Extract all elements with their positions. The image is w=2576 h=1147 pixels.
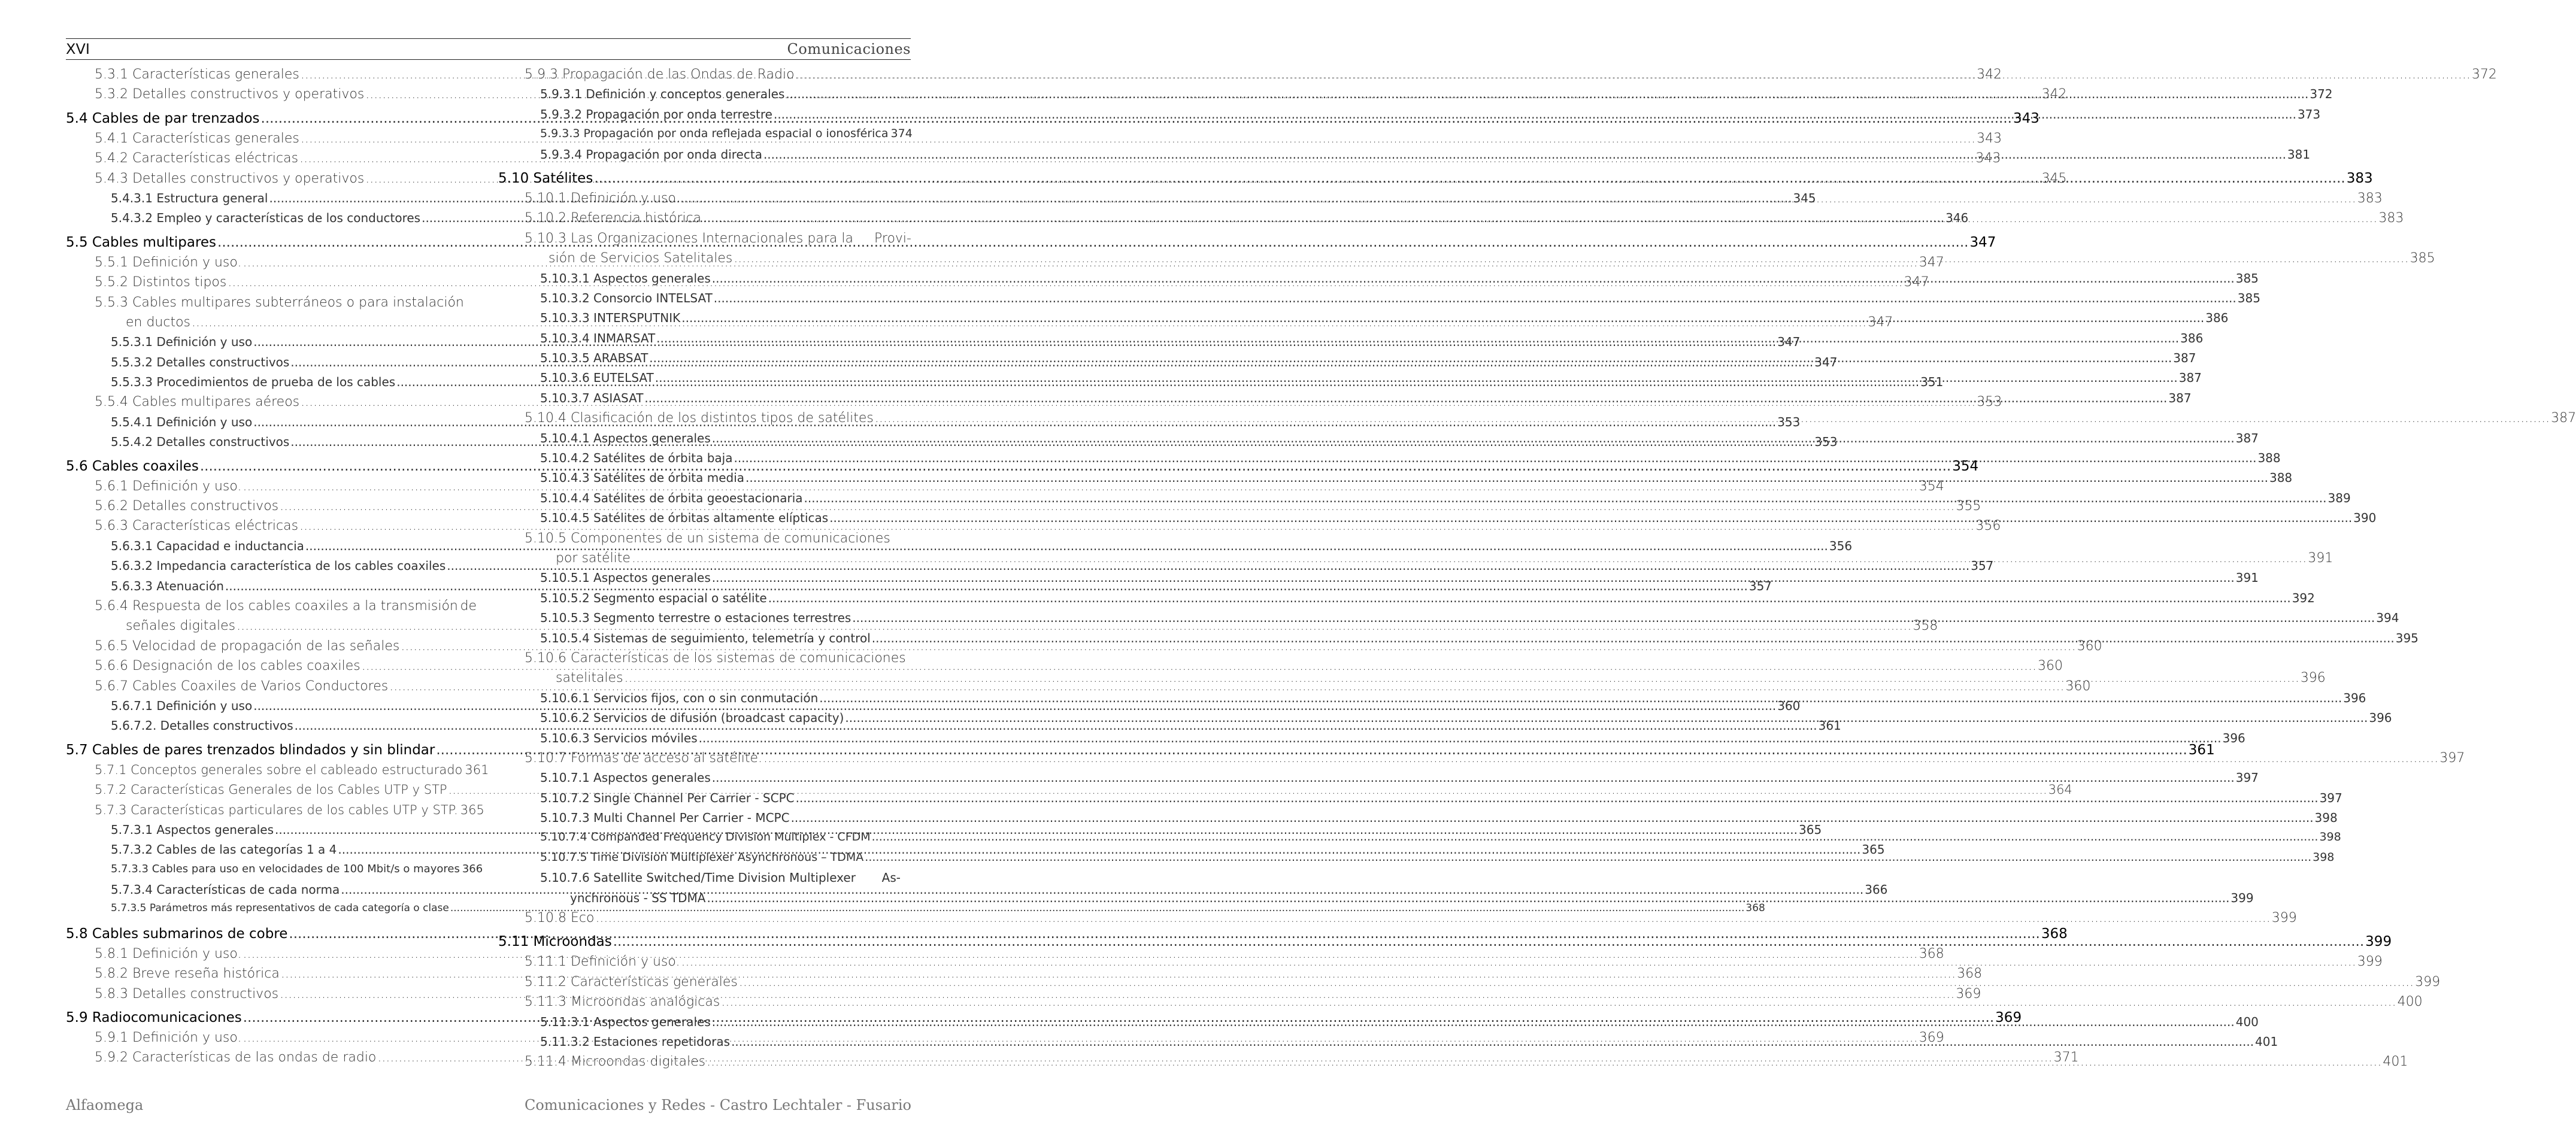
toc-entry-continued: por satélite ..... 391 — [498, 551, 911, 571]
toc-entry: 5.3.2 Detalles constructivos y operativos ..... 342 — [66, 87, 477, 107]
toc-subentry: 5.9.3.2 Propagación por onda terrestre ..... 373 — [498, 107, 911, 127]
toc-subentry: 5.10.6.2 Servicios de difusión (broadcast capacity) ..... 396 — [498, 711, 911, 730]
toc-subentry: 5.6.3.3 Atenuación ..... 357 — [66, 579, 477, 599]
toc-subentry: 5.5.4.1 Definición y uso ..... 353 — [66, 415, 477, 435]
toc-entry: 5.6.2 Detalles constructivos ..... 355 — [66, 499, 477, 518]
toc-entry: 5.7.3 Características particulares de los cables UTP y STP. 365 — [95, 802, 484, 817]
toc-entry: 5.10.7 Formas de acceso al satélite. ..... 397 — [498, 751, 911, 770]
toc-entry: 5.10.4 Clasificación de los distintos tipos de satélites ..... 387 — [498, 411, 911, 430]
toc-entry: 5.5.3 Cables multipares subterráneos o para instalación — [95, 295, 464, 310]
toc-entry: 5.5.1 Definición y uso. ..... 347 — [66, 255, 477, 275]
toc-entry: 5.6.6 Designación de los cables coaxiles ..... 360 — [66, 659, 477, 678]
toc-entry: 5.11.2 Características generales ..... 399 — [498, 975, 911, 994]
toc-subentry: 5.7.3.4 Características de cada norma ..... 366 — [66, 882, 477, 902]
toc-section: 5.5 Cables multipares ..... 347 — [66, 231, 477, 255]
toc-subentry: 5.10.7.5 Time Division Multiplexer Asynchronous – TDMA ..... 398 — [498, 851, 911, 870]
toc-subentry: 5.6.7.2. Detalles constructivos ..... 361 — [66, 718, 477, 738]
toc-entry: 5.10.1 Definición y uso. ..... 383 — [498, 191, 911, 211]
publisher-footer: Alfaomega — [66, 1097, 144, 1113]
toc-subentry: 5.6.3.1 Capacidad e inductancia ..... 356 — [66, 539, 477, 559]
toc-entry: 5.10.2 Referencia histórica ..... 383 — [498, 211, 911, 230]
toc-entry-continued: sión de Servicios Satelitales ..... 385 — [498, 251, 911, 271]
toc-entry: 5.10.3 Las Organizaciones Internacionales para la Provi- — [525, 230, 911, 246]
toc-entry: 5.8.3 Detalles constructivos ..... 369 — [66, 987, 477, 1006]
toc-subentry: 5.5.4.2 Detalles constructivos ..... 353 — [66, 435, 477, 454]
toc-entry: 5.6.7 Cables Coaxiles de Varios Conductores ..... 360 — [66, 679, 477, 699]
toc-subentry: 5.7.3.2 Cables de las categorías 1 a 4 ..... 365 — [66, 842, 477, 862]
toc-subentry: 5.10.4.3 Satélites de órbita media ..... 388 — [498, 471, 911, 490]
toc-entry: 5.9.2 Características de las ondas de radio ..... 371 — [66, 1050, 477, 1070]
toc-entry-continued: en ductos ..... 347 — [66, 315, 477, 335]
toc-entry: 5.9.1 Definición y uso. ..... 369 — [66, 1030, 477, 1050]
toc-entry: 5.8.1 Definición y uso. ..... 368 — [66, 946, 477, 966]
toc-entry: 5.11.4 Microondas digitales ..... 401 — [498, 1054, 911, 1074]
toc-entry: 5.10.6 Características de los sistemas de comunicaciones — [525, 650, 906, 666]
toc-subentry: 5.10.5.4 Sistemas de seguimiento, telemetría y control ..... 395 — [498, 631, 911, 651]
toc-subentry: 5.11.3.2 Estaciones repetidoras ..... 401 — [498, 1034, 911, 1054]
toc-subentry: 5.11.3.1 Aspectos generales ..... 400 — [498, 1015, 911, 1034]
toc-subentry: 5.10.6.3 Servicios móviles ..... 396 — [498, 731, 911, 751]
toc-subentry: 5.10.7.4 Companded Frequency Division Multiplex - CFDM ..... 398 — [498, 830, 911, 850]
toc-entry: 5.6.5 Velocidad de propagación de las señales ..... 360 — [66, 639, 477, 659]
toc-entry-continued: señales digitales ..... 358 — [66, 618, 477, 638]
toc-entry: 5.3.1 Características generales ..... 342 — [66, 67, 477, 87]
toc-entry: 5.5.2 Distintos tipos ..... 347 — [66, 275, 477, 295]
toc-section: 5.7 Cables de pares trenzados blindados y sin blindar ..... 361 — [66, 739, 477, 763]
toc-subentry: 5.10.7.3 Multi Channel Per Carrier - MCPC ..... 398 — [498, 811, 911, 830]
toc-subentry: 5.7.3.5 Parámetros más representativos de cada categoría o clase ..... 368 — [66, 902, 477, 922]
toc-subentry: 5.10.3.2 Consorcio INTELSAT ..... 385 — [498, 291, 911, 311]
toc-subentry: 5.6.7.1 Definición y uso ..... 360 — [66, 699, 477, 718]
toc-subentry: 5.10.3.6 EUTELSAT ..... 387 — [498, 371, 911, 390]
page-number: XVI — [66, 41, 90, 57]
toc-entry: 5.6.4 Respuesta de los cables coaxiles a la transmisión de — [95, 598, 477, 614]
toc-entry: 5.4.3 Detalles constructivos y operativos ..... 345 — [66, 171, 477, 191]
toc-subentry: 5.10.4.1 Aspectos generales ..... 387 — [498, 431, 911, 451]
toc-subentry: 5.10.7.2 Single Channel Per Carrier - SCPC ..... 397 — [498, 791, 911, 811]
toc-subentry: 5.10.7.1 Aspectos generales ..... 397 — [498, 770, 911, 790]
toc-subentry: 5.7.3.3 Cables para uso en velocidades de 100 Mbit/s o mayores 366 — [111, 862, 483, 875]
toc-entry: 5.6.3 Características eléctricas ..... 356 — [66, 518, 477, 538]
toc-subentry: 5.10.7.6 Satellite Switched/Time Division Multiplexer As- — [540, 870, 901, 885]
toc-subentry: 5.7.3.1 Aspectos generales ..... 365 — [66, 823, 477, 842]
toc-subentry: 5.5.3.3 Procedimientos de prueba de los cables ..... 351 — [66, 375, 477, 395]
toc-subentry: 5.10.5.3 Segmento terrestre o estaciones terrestres ..... 394 — [498, 611, 911, 630]
toc-section: 5.8 Cables submarinos de cobre ..... 368 — [66, 923, 477, 946]
toc-entry: 5.10.5 Componentes de un sistema de comunicaciones — [525, 530, 890, 546]
toc-entry-continued: satelitales ..... 396 — [498, 670, 911, 690]
toc-subentry: 5.9.3.4 Propagación por onda directa ..... 381 — [498, 147, 911, 167]
book-title-footer: Comunicaciones y Redes - Castro Lechtaler - Fusario — [524, 1097, 911, 1113]
toc-subentry: 5.10.5.2 Segmento espacial o satélite ..... 392 — [498, 591, 911, 611]
toc-entry: 5.9.3 Propagación de las Ondas de Radio ..... 372 — [498, 67, 911, 87]
toc-section: 5.11 Microondas ..... 399 — [498, 930, 911, 954]
running-title: Comunicaciones — [787, 41, 911, 57]
toc-entry: 5.11.3 Microondas analógicas ..... 400 — [498, 994, 911, 1014]
toc-entry: 5.4.1 Características generales ..... 343 — [66, 131, 477, 151]
toc-subentry: 5.10.4.4 Satélites de órbita geoestacionaria ..... 389 — [498, 491, 911, 511]
toc-subentry: 5.10.4.5 Satélites de órbitas altamente elípticas ..... 390 — [498, 511, 911, 530]
toc-subentry: 5.9.3.1 Definición y conceptos generales ..... 372 — [498, 87, 911, 107]
toc-entry: 5.8.2 Breve reseña histórica ..... 368 — [66, 966, 477, 986]
toc-subentry: 5.5.3.2 Detalles constructivos ..... 347 — [66, 355, 477, 375]
toc-subentry: 5.5.3.1 Definición y uso ..... 347 — [66, 335, 477, 354]
toc-section: 5.4 Cables de par trenzados ..... 343 — [66, 107, 477, 131]
toc-entry: 5.5.4 Cables multipares aéreos ..... 353 — [66, 395, 477, 414]
toc-subentry: 5.10.3.5 ARABSAT ..... 387 — [498, 351, 911, 371]
toc-subentry: 5.4.3.2 Empleo y características de los conductores ..... 346 — [66, 211, 477, 230]
toc-entry: 5.7.2 Características Generales de los Cables UTP y STP ..... 364 — [66, 782, 477, 802]
toc-subentry: 5.6.3.2 Impedancia característica de los cables coaxiles ..... 357 — [66, 559, 477, 578]
toc-subentry: 5.10.3.4 INMARSAT ..... 386 — [498, 331, 911, 351]
toc-entry: 5.6.1 Definición y uso. ..... 354 — [66, 479, 477, 499]
toc-entry: 5.11.1 Definición y uso. ..... 399 — [498, 954, 911, 974]
page-header — [66, 38, 911, 60]
toc-subentry: 5.4.3.1 Estructura general ..... 345 — [66, 191, 477, 211]
toc-subentry-continued: ynchronous - SS TDMA ..... 399 — [498, 891, 911, 911]
toc-section: 5.9 Radiocomunicaciones ..... 369 — [66, 1006, 477, 1030]
toc-section: 5.10 Satélites ..... 383 — [498, 167, 911, 191]
toc-subentry: 5.10.4.2 Satélites de órbita baja ..... 388 — [498, 451, 911, 471]
toc-subentry: 5.10.6.1 Servicios fijos, con o sin conmutación ..... 396 — [498, 691, 911, 711]
toc-subentry: 5.10.3.7 ASIASAT ..... 387 — [498, 391, 911, 411]
toc-subentry: 5.10.3.1 Aspectos generales ..... 385 — [498, 271, 911, 291]
toc-section: 5.6 Cables coaxiles ..... 354 — [66, 455, 477, 479]
toc-entry: 5.10.8 Eco ..... 399 — [498, 911, 911, 930]
toc-subentry: 5.9.3.3 Propagación por onda reflejada espacial o ionosférica 374 — [540, 127, 913, 141]
toc-subentry: 5.10.3.3 INTERSPUTNIK ..... 386 — [498, 311, 911, 330]
toc-entry: 5.4.2 Características eléctricas ..... 343 — [66, 151, 477, 171]
toc-entry: 5.7.1 Conceptos generales sobre el cableado estructurado 361 — [95, 762, 489, 777]
toc-subentry: 5.10.5.1 Aspectos generales ..... 391 — [498, 571, 911, 590]
